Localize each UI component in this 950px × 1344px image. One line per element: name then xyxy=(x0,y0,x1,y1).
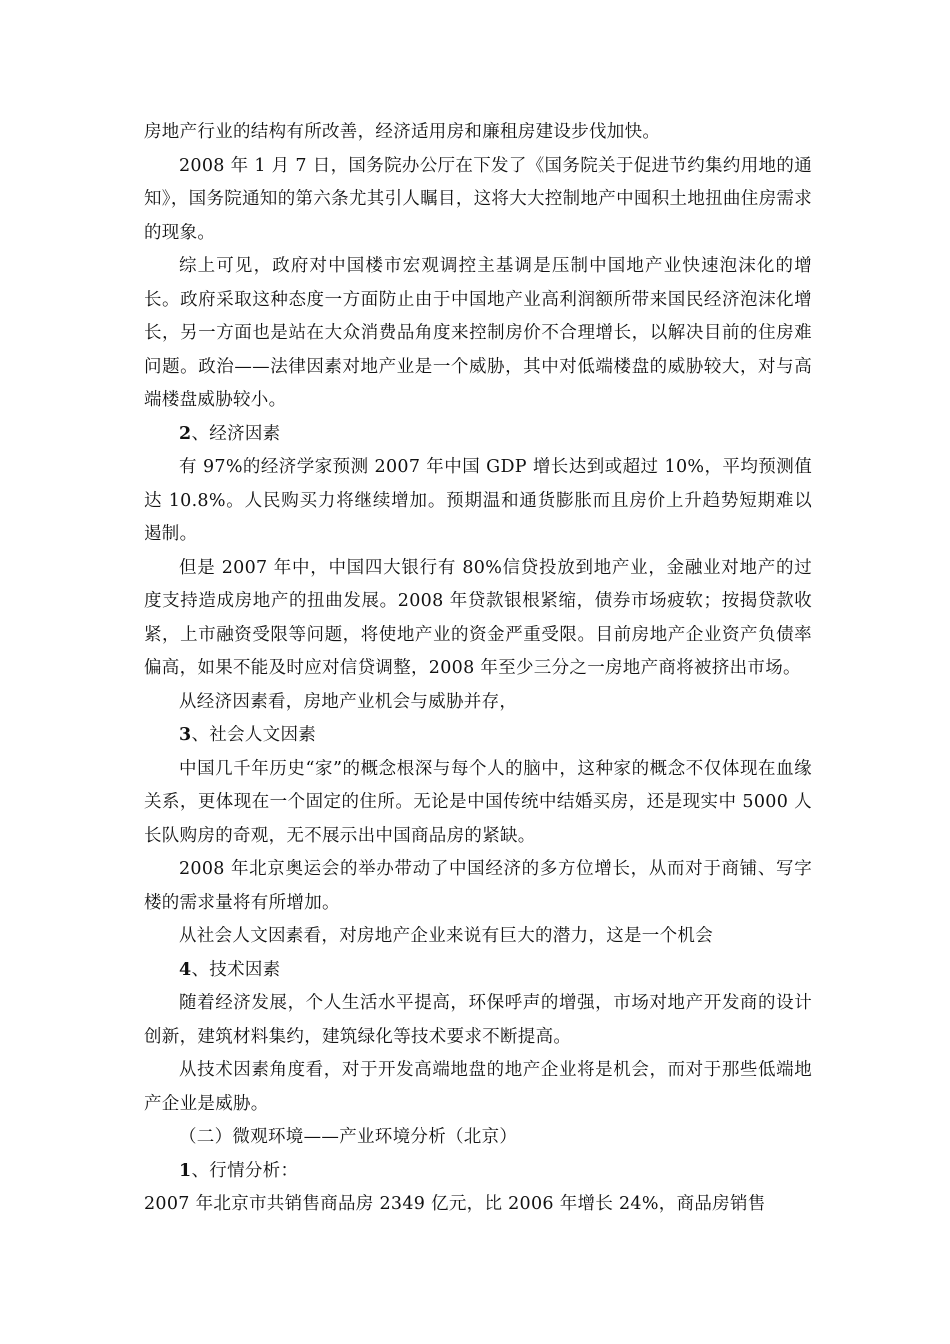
paragraph-social-conclusion: 从社会人文因素看，对房地产企业来说有巨大的潜力，这是一个机会 xyxy=(179,926,713,946)
paragraph-tech-requirements: 随着经济发展，个人生活水平提高，环保呼声的增强，市场对地产开发商的设计创新，建筑材料集约，建筑绿化等技术要求不断提高。 xyxy=(144,993,812,1047)
paragraph-credit-tightening: 但是 2007 年中，中国四大银行有 80%信贷投放到地产业，金融业对地产的过度支持造成房地产的扭曲发展。2008 年贷款银根紧缩，债券市场疲软；按揭贷款收紧，上市融资受限等问题，将使地产业的资金严重受限。目前房地产企业资产负债率偏高，如果不能及时应对信贷调整，2008 年至少三分之一房地产商将被挤出市场。 xyxy=(144,557,812,678)
paragraph-macro-control-summary: 综上可见，政府对中国楼市宏观调控主基调是压制中国地产业快速泡沫化的增长。政府采取这种态度一方面防止由于中国地产业高利润额所带来国民经济泡沫化增长，另一方面也是站在大众消费品角度来控制房价不合理增长，以解决目前的住房难问题。政治——法律因素对地产业是一个威胁，其中对低端楼盘的威胁较大，对与高端楼盘威胁较小。 xyxy=(144,256,812,410)
document-page xyxy=(144,116,812,1222)
heading-text: 、技术因素 xyxy=(191,959,281,980)
heading-text: 、社会人文因素 xyxy=(191,725,317,745)
heading-text: 、行情分析： xyxy=(191,1160,299,1181)
heading-number: 3 xyxy=(179,725,192,745)
paragraph-state-council-notice: 2008 年 1 月 7 日，国务院办公厅在下发了《国务院关于促进节约集约用地的通知》，国务院通知的第六条尤其引人瞩目，这将大大控制地产中囤积土地扭曲住房需求的现象。 xyxy=(144,155,812,243)
heading-text: 、经济因素 xyxy=(191,423,281,444)
heading-number: 1 xyxy=(179,1160,192,1181)
heading-technology-factors xyxy=(144,954,812,988)
heading-social-factors xyxy=(144,719,812,753)
paragraph-tech-conclusion: 从技术因素角度看，对于开发高端地盘的地产企业将是机会，而对于那些低端地产企业是威胁。 xyxy=(144,1060,812,1114)
heading-economic-factors xyxy=(144,418,812,452)
heading-number: 4 xyxy=(179,959,192,980)
paragraph-housing-structure: 房地产行业的结构有所改善，经济适用房和廉租房建设步伐加快。 xyxy=(144,122,661,142)
paragraph-beijing-sales: 2007 年北京市共销售商品房 2349 亿元，比 2006 年增长 24%，商品房销售 xyxy=(144,1194,766,1214)
paragraph-home-concept: 中国几千年历史“家”的概念根深与每个人的脑中，这种家的概念不仅体现在血缘关系，更体现在一个固定的住所。无论是中国传统中结婚买房，还是现实中 5000 人长队购房的奇观，无不展示出中国商品房的紧缺。 xyxy=(144,758,812,846)
heading-number: 2 xyxy=(179,423,192,444)
paragraph-olympics: 2008 年北京奥运会的举办带动了中国经济的多方位增长，从而对于商铺、写字楼的需求量将有所增加。 xyxy=(144,859,812,913)
paragraph-economic-conclusion: 从经济因素看，房地产业机会与威胁并存， xyxy=(179,691,518,712)
heading-market-analysis xyxy=(144,1155,812,1189)
section-heading-micro-environment: （二）微观环境——产业环境分析（北京） xyxy=(179,1127,518,1147)
paragraph-gdp-forecast: 有 97%的经济学家预测 2007 年中国 GDP 增长达到或超过 10%，平均预测值达 10.8%。人民购买力将继续增加。预期温和通货膨胀而且房价上升趋势短期难以遏制。 xyxy=(144,457,812,544)
